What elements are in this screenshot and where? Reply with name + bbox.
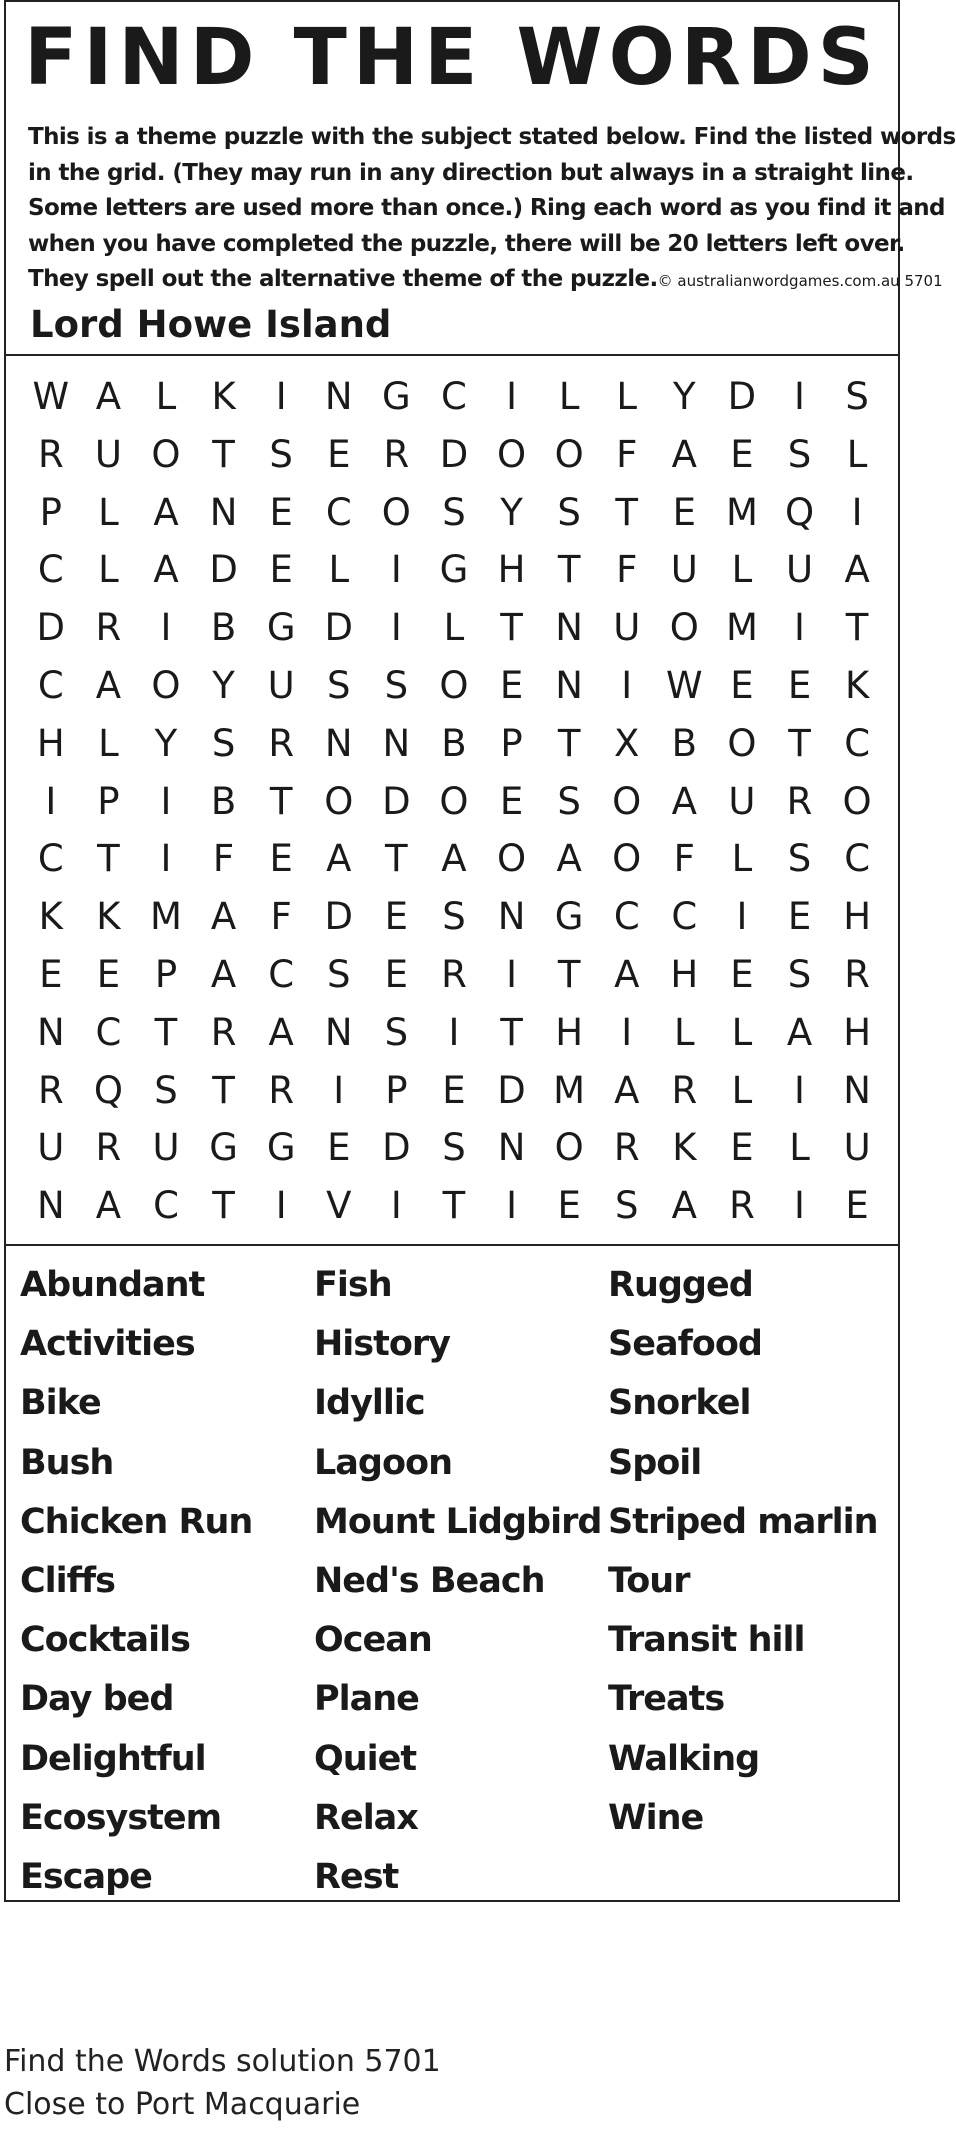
grid-letter[interactable]: I	[160, 779, 172, 823]
word-list-item[interactable]: Relax	[314, 1797, 418, 1838]
word-list-item[interactable]: Abundant	[20, 1265, 205, 1305]
puzzle-theme: Lord Howe Island	[30, 302, 392, 346]
grid-letter[interactable]: Y	[500, 490, 523, 534]
grid-letter[interactable]: P	[39, 490, 62, 534]
grid-letter[interactable]: O	[554, 432, 584, 476]
grid-letter[interactable]: F	[616, 548, 638, 592]
grid-letter[interactable]: I	[794, 1068, 805, 1112]
solution-block	[4, 2040, 441, 2126]
grid-letter[interactable]: G	[266, 606, 296, 650]
grid-letter[interactable]: R	[844, 952, 870, 996]
grid-letter[interactable]: I	[390, 548, 402, 592]
grid-letter[interactable]: S	[557, 490, 581, 534]
grid-letter[interactable]: I	[506, 952, 517, 996]
grid-letter[interactable]: D	[382, 779, 411, 823]
grid-letter[interactable]: T	[212, 1184, 235, 1228]
grid-letter[interactable]: S	[557, 779, 581, 823]
grid-letter[interactable]: N	[555, 663, 583, 707]
grid-letter[interactable]: I	[621, 663, 633, 707]
grid-letter[interactable]: B	[671, 721, 698, 765]
grid-letter[interactable]: K	[211, 375, 236, 418]
grid-letter[interactable]: L	[98, 548, 119, 592]
grid-letter[interactable]: N	[209, 490, 238, 534]
grid-letter[interactable]: T	[615, 490, 639, 534]
grid-letter[interactable]: E	[730, 432, 754, 476]
grid-letter[interactable]: L	[731, 548, 753, 592]
word-list-item[interactable]: Cocktails	[20, 1620, 190, 1661]
grid-letter[interactable]: I	[506, 375, 517, 418]
grid-letter[interactable]: E	[499, 663, 524, 707]
grid-letter[interactable]: E	[384, 895, 409, 939]
grid-row	[22, 541, 898, 599]
grid-letter[interactable]: A	[786, 1010, 813, 1054]
grid-letter[interactable]: A	[556, 837, 582, 881]
grid-letter[interactable]: L	[731, 1010, 753, 1054]
grid-letter[interactable]: I	[736, 895, 748, 939]
grid-letter[interactable]: U	[785, 548, 814, 592]
grid-letter[interactable]: E	[96, 952, 121, 996]
grid-letter[interactable]: F	[212, 837, 235, 881]
grid-letter[interactable]: R	[210, 1010, 237, 1054]
grid-letter[interactable]: I	[275, 1184, 287, 1228]
grid-letter[interactable]: N	[497, 1126, 526, 1170]
grid-letter[interactable]: E	[269, 837, 293, 881]
grid-letter[interactable]: S	[384, 1010, 409, 1054]
grid-letter[interactable]: D	[324, 606, 354, 650]
grid-letter[interactable]: P	[97, 779, 120, 823]
grid-letter[interactable]: S	[787, 837, 812, 881]
grid-letter[interactable]: N	[324, 721, 353, 765]
word-list-item[interactable]: Snorkel	[608, 1383, 751, 1424]
grid-letter[interactable]: T	[557, 721, 581, 765]
grid-letter[interactable]: T	[500, 606, 523, 650]
grid-letter[interactable]: H	[843, 895, 872, 939]
grid-letter[interactable]: S	[384, 663, 409, 707]
grid-letter[interactable]: S	[154, 1068, 178, 1112]
grid-letter[interactable]: K	[38, 895, 63, 939]
grid-letter[interactable]: P	[500, 721, 523, 765]
grid-letter[interactable]: L	[98, 490, 119, 534]
grid-letter[interactable]: N	[36, 1010, 65, 1054]
grid-letter[interactable]: P	[385, 1068, 408, 1112]
grid-letter[interactable]: K	[96, 895, 121, 939]
grid-letter[interactable]: M	[553, 1068, 586, 1112]
grid-letter[interactable]: S	[211, 721, 236, 765]
grid-letter[interactable]: O	[151, 432, 181, 476]
grid-letter[interactable]: A	[614, 1068, 640, 1112]
word-list-item[interactable]: Rugged	[608, 1265, 753, 1305]
grid-letter[interactable]: S	[845, 375, 869, 418]
grid-letter[interactable]: E	[269, 548, 293, 592]
grid-letter[interactable]: T	[385, 837, 408, 881]
grid-letter[interactable]: E	[442, 1068, 466, 1112]
grid-letter[interactable]: O	[151, 663, 181, 707]
grid-letter[interactable]: O	[554, 1126, 584, 1170]
grid-letter[interactable]: M	[725, 606, 758, 650]
word-list-item[interactable]: Treats	[608, 1679, 725, 1720]
grid-letter[interactable]: C	[37, 663, 64, 707]
grid-letter[interactable]: E	[845, 1184, 869, 1228]
grid-letter[interactable]: L	[674, 1010, 695, 1054]
grid-letter[interactable]: K	[672, 1126, 697, 1170]
grid-letter[interactable]: C	[37, 837, 64, 881]
word-list-item[interactable]: Tour	[608, 1560, 690, 1601]
grid-row	[22, 368, 898, 426]
grid-letter[interactable]: C	[325, 490, 352, 534]
grid-letter[interactable]: I	[506, 1184, 517, 1228]
grid-letter[interactable]: E	[269, 490, 293, 534]
grid-letter[interactable]: O	[842, 779, 872, 823]
grid-letter[interactable]: R	[671, 1068, 698, 1112]
word-list-item[interactable]: Transit hill	[608, 1620, 805, 1661]
grid-letter[interactable]: P	[154, 952, 178, 996]
grid-letter[interactable]: O	[439, 779, 469, 823]
copyright-notice: © australianwordgames.com.au 5701	[657, 272, 943, 290]
grid-letter[interactable]: T	[557, 952, 581, 996]
word-list-item[interactable]: Seafood	[608, 1324, 762, 1365]
grid-letter[interactable]: E	[672, 490, 697, 534]
grid-row	[22, 773, 898, 831]
word-list-item[interactable]: Chicken Run	[20, 1501, 253, 1542]
grid-letter[interactable]: H	[497, 548, 526, 592]
grid-letter[interactable]: I	[851, 490, 863, 534]
grid-letter[interactable]: L	[731, 1068, 753, 1112]
grid-letter[interactable]: D	[727, 375, 757, 418]
grid-letter[interactable]: A	[268, 1010, 294, 1054]
word-list-item[interactable]: Rest	[314, 1856, 399, 1897]
grid-row	[22, 484, 898, 542]
grid-row	[22, 599, 898, 657]
grid-letter[interactable]: T	[269, 779, 293, 823]
grid-letter[interactable]: R	[383, 432, 410, 476]
grid-letter[interactable]: R	[37, 432, 64, 476]
grid-letter[interactable]: A	[153, 490, 179, 534]
word-list-item[interactable]: Lagoon	[314, 1442, 452, 1483]
grid-letter[interactable]: R	[268, 1068, 295, 1112]
word-list-item[interactable]: Ned's Beach	[314, 1560, 545, 1601]
grid-letter[interactable]: I	[390, 1184, 402, 1228]
grid-letter[interactable]: S	[442, 895, 466, 939]
grid-letter[interactable]: S	[787, 952, 812, 996]
grid-letter[interactable]: C	[37, 548, 64, 592]
word-list-item[interactable]: Delightful	[20, 1738, 206, 1779]
grid-letter[interactable]: L	[789, 1126, 810, 1170]
grid-letter[interactable]: C	[613, 895, 640, 939]
grid-letter[interactable]: E	[499, 779, 524, 823]
grid-letter[interactable]: Y	[212, 663, 235, 707]
instruction-last-line	[28, 262, 943, 300]
grid-letter[interactable]: S	[787, 432, 812, 476]
word-search-puzzle	[4, 0, 956, 1902]
grid-letter[interactable]: I	[275, 375, 287, 418]
grid-letter[interactable]: N	[324, 375, 353, 418]
grid-letter[interactable]: H	[843, 1010, 872, 1054]
grid-letter[interactable]: O	[496, 837, 527, 881]
grid-letter[interactable]: C	[844, 721, 871, 765]
grid-letter[interactable]: R	[37, 1068, 64, 1112]
grid-letter[interactable]: S	[614, 1184, 639, 1228]
grid-letter[interactable]: T	[788, 721, 811, 765]
grid-letter[interactable]: N	[382, 721, 411, 765]
grid-letter[interactable]: V	[326, 1184, 352, 1228]
grid-letter[interactable]: D	[382, 1126, 411, 1170]
grid-letter[interactable]: W	[32, 375, 70, 418]
word-list-item[interactable]: Walking	[608, 1738, 760, 1779]
grid-letter[interactable]: T	[442, 1184, 466, 1228]
grid-letter[interactable]: N	[324, 1010, 353, 1054]
grid-letter[interactable]: Y	[154, 721, 178, 765]
grid-letter[interactable]: G	[209, 1126, 238, 1170]
grid-letter[interactable]: N	[843, 1068, 871, 1112]
puzzle-title: FIND THE WORDS	[24, 13, 880, 103]
word-list-item[interactable]: Idyllic	[314, 1383, 425, 1424]
grid-letter[interactable]: S	[327, 663, 351, 707]
grid-letter[interactable]: D	[497, 1068, 526, 1112]
grid-letter[interactable]: R	[786, 779, 813, 823]
word-list-item[interactable]: Escape	[20, 1856, 152, 1897]
grid-letter[interactable]: E	[327, 1126, 351, 1170]
grid-letter[interactable]: I	[794, 375, 805, 418]
grid-letter[interactable]: L	[328, 548, 350, 592]
grid-letter[interactable]: C	[671, 895, 698, 939]
word-list-item[interactable]: Cliffs	[20, 1560, 115, 1601]
grid-letter[interactable]: O	[381, 490, 411, 534]
grid-letter[interactable]: C	[844, 837, 871, 881]
grid-letter[interactable]: O	[324, 779, 354, 823]
grid-letter[interactable]: U	[613, 606, 641, 650]
grid-letter[interactable]: S	[442, 490, 466, 534]
grid-letter[interactable]: C	[95, 1010, 122, 1054]
grid-letter[interactable]: U	[728, 779, 756, 823]
grid-letter[interactable]: A	[95, 1184, 122, 1228]
word-list-item[interactable]: Mount Lidgbird	[314, 1501, 602, 1542]
word-list-item[interactable]: Activities	[20, 1324, 195, 1365]
grid-letter[interactable]: R	[95, 606, 122, 650]
instruction-line: Some letters are used more than once.) Ring each word as you find it and	[28, 195, 945, 221]
grid-letter[interactable]: Y	[673, 375, 696, 418]
grid-letter[interactable]: C	[268, 952, 295, 996]
grid-letter[interactable]: C	[153, 1184, 179, 1228]
grid-letter[interactable]: E	[787, 663, 812, 707]
grid-letter[interactable]: B	[441, 721, 467, 765]
grid-letter[interactable]: F	[616, 432, 638, 476]
grid-letter[interactable]: H	[555, 1010, 584, 1054]
grid-letter[interactable]: T	[557, 548, 581, 592]
grid-letter[interactable]: M	[150, 895, 182, 939]
grid-letter[interactable]: A	[153, 548, 179, 592]
grid-letter[interactable]: Q	[784, 490, 815, 534]
grid-row	[22, 1177, 898, 1235]
grid-letter[interactable]: H	[670, 952, 699, 996]
grid-letter[interactable]: E	[39, 952, 63, 996]
grid-letter[interactable]: S	[269, 432, 293, 476]
grid-letter[interactable]: T	[212, 432, 235, 476]
grid-letter[interactable]: Q	[93, 1068, 123, 1112]
grid-letter[interactable]: A	[441, 837, 467, 881]
grid-letter[interactable]: R	[95, 1126, 122, 1170]
grid-letter[interactable]: T	[845, 606, 869, 650]
instruction-line: This is a theme puzzle with the subject stated below. Find the listed words	[28, 124, 956, 150]
grid-letter[interactable]: O	[727, 721, 757, 765]
grid-letter[interactable]: L	[731, 837, 753, 881]
grid-letter[interactable]: O	[612, 779, 642, 823]
grid-letter[interactable]: U	[267, 663, 295, 707]
word-list-item[interactable]: Ecosystem	[20, 1797, 222, 1838]
word-list-item[interactable]: Wine	[608, 1797, 704, 1838]
grid-letter[interactable]: L	[558, 375, 580, 418]
grid-letter[interactable]: N	[497, 895, 526, 939]
grid-letter[interactable]: E	[787, 895, 812, 939]
puzzle-header	[6, 2, 956, 356]
grid-letter[interactable]: U	[670, 548, 698, 592]
grid-letter[interactable]: D	[439, 432, 469, 476]
grid-row	[22, 888, 898, 946]
grid-letter[interactable]: I	[333, 1068, 345, 1112]
grid-row	[22, 1004, 898, 1062]
grid-letter[interactable]: R	[268, 721, 295, 765]
word-list-item[interactable]: History	[314, 1324, 450, 1365]
word-list-item[interactable]: Day bed	[20, 1679, 174, 1720]
grid-letter[interactable]: T	[154, 1010, 178, 1054]
grid-letter[interactable]: E	[730, 952, 754, 996]
grid-letter[interactable]: I	[390, 606, 402, 650]
grid-letter[interactable]: G	[554, 895, 584, 939]
grid-letter[interactable]: R	[729, 1184, 755, 1228]
grid-letter[interactable]: O	[612, 837, 642, 881]
grid-letter[interactable]: D	[324, 895, 354, 939]
word-list	[6, 1246, 898, 1907]
grid-letter[interactable]: N	[36, 1184, 65, 1228]
grid-letter[interactable]: B	[210, 606, 237, 650]
grid-row	[22, 830, 898, 888]
grid-letter[interactable]: I	[45, 779, 57, 823]
grid-row	[22, 1119, 898, 1177]
grid-letter[interactable]: S	[442, 1126, 466, 1170]
grid-letter[interactable]: E	[557, 1184, 581, 1228]
word-list-item[interactable]: Fish	[314, 1265, 392, 1305]
grid-letter[interactable]: A	[844, 548, 870, 592]
grid-letter[interactable]: I	[794, 1184, 805, 1228]
grid-letter[interactable]: R	[613, 1126, 640, 1170]
puzzle-instructions	[28, 120, 956, 300]
grid-row	[22, 657, 898, 715]
grid-letter[interactable]: A	[95, 663, 122, 707]
grid-letter[interactable]: A	[210, 952, 237, 996]
grid-letter[interactable]: E	[384, 952, 409, 996]
grid-letter[interactable]: K	[844, 663, 870, 707]
word-list-item[interactable]: Spoil	[608, 1442, 702, 1483]
grid-letter[interactable]: L	[616, 375, 638, 418]
word-list-item[interactable]: Ocean	[314, 1620, 432, 1661]
grid-letter[interactable]: E	[327, 432, 351, 476]
grid-letter[interactable]: U	[94, 432, 122, 476]
grid-letter[interactable]: L	[846, 432, 868, 476]
grid-letter[interactable]: I	[621, 1010, 633, 1054]
letter-grid[interactable]	[6, 356, 898, 1246]
grid-letter[interactable]: M	[725, 490, 758, 534]
instruction-line: They spell out the alternative theme of the puzzle.	[28, 266, 658, 292]
grid-letter[interactable]: W	[666, 663, 703, 707]
solution-heading: Find the Words solution 5701	[4, 2044, 441, 2079]
grid-letter[interactable]: U	[37, 1126, 65, 1170]
grid-letter[interactable]: C	[441, 375, 467, 418]
grid-letter[interactable]: E	[730, 663, 754, 707]
grid-letter[interactable]: X	[614, 721, 640, 765]
solution-answer: Close to Port Macquarie	[4, 2087, 361, 2122]
grid-letter[interactable]: D	[36, 606, 66, 650]
grid-row	[22, 715, 898, 773]
grid-letter[interactable]: H	[36, 721, 65, 765]
word-list-item[interactable]: Plane	[314, 1679, 419, 1720]
grid-letter[interactable]: A	[326, 837, 352, 881]
grid-letter[interactable]: A	[614, 952, 640, 996]
grid-letter[interactable]: I	[794, 606, 805, 650]
grid-letter[interactable]: A	[210, 895, 237, 939]
grid-letter[interactable]: G	[382, 375, 411, 418]
grid-letter[interactable]: S	[327, 952, 351, 996]
grid-letter[interactable]: A	[671, 432, 697, 476]
grid-letter[interactable]: U	[152, 1126, 180, 1170]
grid-row	[22, 946, 898, 1004]
grid-letter[interactable]: T	[500, 1010, 523, 1054]
word-list-item[interactable]: Bike	[20, 1383, 101, 1424]
grid-letter[interactable]: A	[671, 779, 697, 823]
grid-letter[interactable]: A	[95, 375, 122, 418]
word-list-item[interactable]: Striped marlin	[608, 1501, 878, 1542]
grid-letter[interactable]: B	[210, 779, 237, 823]
word-list-item[interactable]: Quiet	[314, 1738, 417, 1779]
grid-letter[interactable]: L	[98, 721, 119, 765]
grid-letter[interactable]: F	[270, 895, 292, 939]
grid-letter[interactable]: G	[266, 1126, 296, 1170]
word-list-item[interactable]: Bush	[20, 1442, 114, 1483]
grid-letter[interactable]: N	[555, 606, 583, 650]
grid-letter[interactable]: L	[155, 375, 177, 418]
grid-letter[interactable]: G	[439, 548, 469, 592]
grid-letter[interactable]: A	[671, 1184, 697, 1228]
grid-letter[interactable]: D	[209, 548, 238, 592]
grid-letter[interactable]: E	[730, 1126, 754, 1170]
grid-letter[interactable]: I	[448, 1010, 460, 1054]
grid-letter[interactable]: L	[443, 606, 465, 650]
grid-letter[interactable]: O	[439, 663, 469, 707]
grid-row	[22, 426, 898, 484]
grid-letter[interactable]: O	[669, 606, 699, 650]
grid-letter[interactable]: I	[160, 606, 172, 650]
grid-letter[interactable]: T	[97, 837, 120, 881]
grid-letter[interactable]: I	[160, 837, 172, 881]
grid-letter[interactable]: R	[441, 952, 467, 996]
grid-letter[interactable]: U	[843, 1126, 871, 1170]
instruction-line: when you have completed the puzzle, there will be 20 letters left over.	[28, 230, 905, 257]
grid-row	[22, 1062, 898, 1120]
grid-letter[interactable]: O	[496, 432, 527, 476]
grid-letter[interactable]: F	[673, 837, 695, 881]
instruction-line: in the grid. (They may run in any direction but always in a straight line.	[28, 159, 914, 186]
grid-letter[interactable]: T	[212, 1068, 235, 1112]
